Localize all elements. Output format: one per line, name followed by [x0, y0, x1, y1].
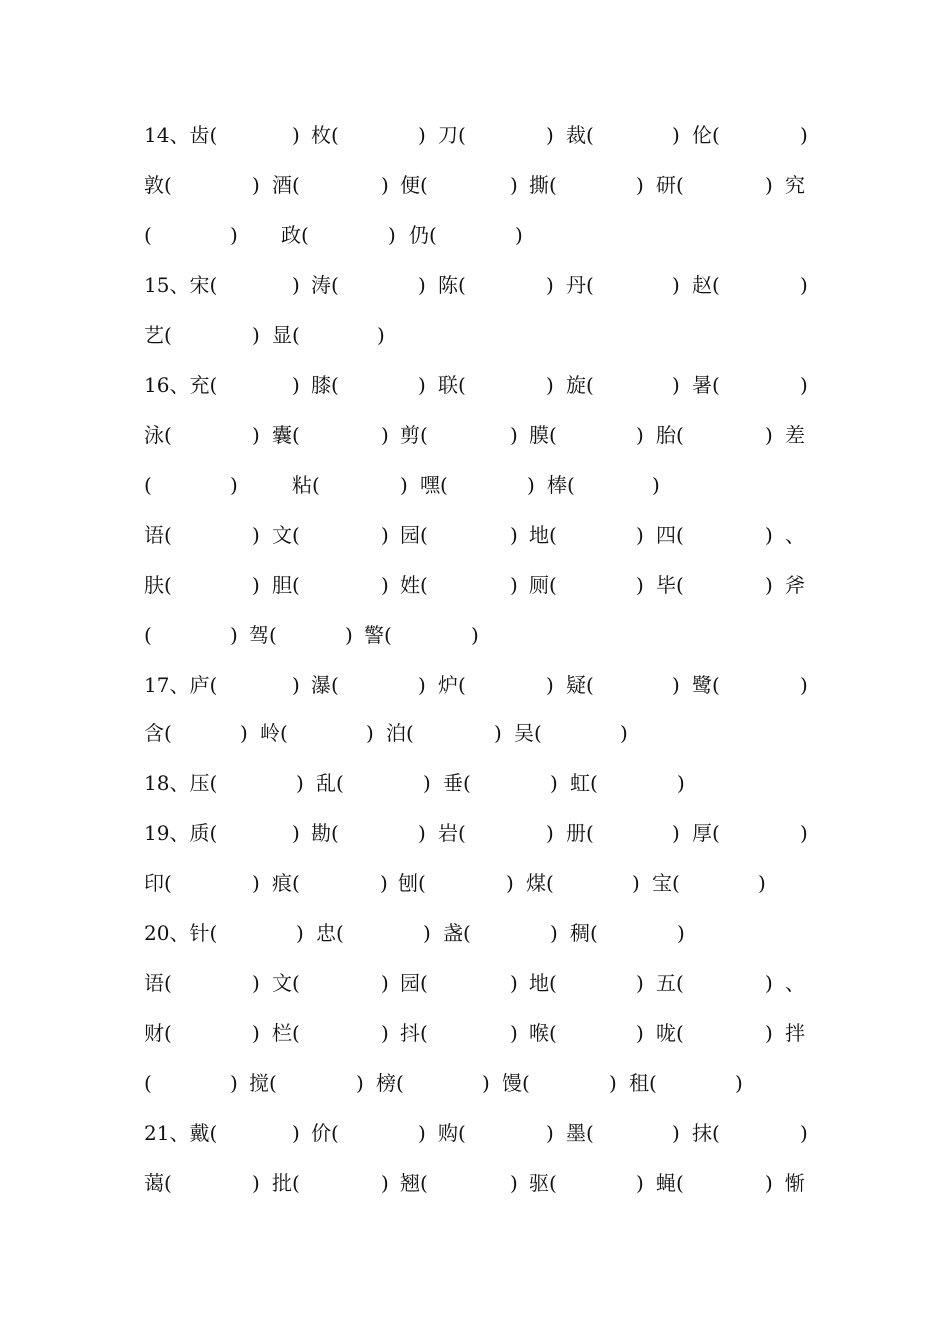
character-prompt: 岭( [260, 721, 288, 745]
answer-blank-close: ) [418, 123, 426, 147]
character-prompt: 枚( [311, 123, 339, 147]
answer-blank-close: ) [423, 921, 431, 945]
answer-blank-close: ) [377, 323, 385, 347]
character-prompt: 肤( [144, 573, 172, 597]
character-prompt: 炉( [438, 673, 466, 697]
answer-blank-close: ) [388, 223, 396, 247]
answer-blank-close: ) [765, 573, 773, 597]
exercise-line [0, 768, 950, 798]
character-prompt: 陈( [438, 273, 466, 297]
answer-blank-close: ) [252, 173, 260, 197]
answer-blank-close: ) [620, 721, 628, 745]
character-prompt: 文( [272, 971, 300, 995]
character-prompt: 印( [144, 871, 172, 895]
character-prompt: 差 [785, 423, 805, 447]
character-prompt: 五( [656, 971, 684, 995]
exercise-line [0, 220, 950, 250]
answer-blank-close: ) [510, 1021, 518, 1045]
answer-blank-close: ) [765, 1021, 773, 1045]
answer-blank-close: ) [510, 573, 518, 597]
character-prompt: 丹( [566, 273, 594, 297]
character-prompt: 姓( [400, 573, 428, 597]
exercise-line [0, 968, 950, 998]
character-prompt: 含( [144, 721, 172, 745]
character-prompt: 敦( [144, 173, 172, 197]
character-prompt: 语( [144, 523, 172, 547]
answer-blank-close: ) [292, 273, 300, 297]
answer-blank-close: ) [800, 373, 808, 397]
character-prompt: 榜( [376, 1071, 404, 1095]
character-prompt: ( [144, 473, 152, 497]
character-prompt: 园( [400, 971, 428, 995]
answer-blank-close: ) [510, 971, 518, 995]
exercise-line [0, 1118, 950, 1148]
answer-blank-close: ) [800, 273, 808, 297]
character-prompt: 垂( [443, 771, 471, 795]
character-prompt: 四( [656, 523, 684, 547]
answer-blank-close: ) [423, 771, 431, 795]
answer-blank-close: ) [252, 523, 260, 547]
character-prompt: 忠( [316, 921, 344, 945]
answer-blank-close: ) [636, 173, 644, 197]
answer-blank-close: ) [252, 871, 260, 895]
answer-blank-close: ) [510, 173, 518, 197]
character-prompt: 抹( [692, 1121, 720, 1145]
character-prompt: 岩( [438, 821, 466, 845]
answer-blank-close: ) [230, 623, 238, 647]
answer-blank-close: ) [672, 821, 680, 845]
answer-blank-close: ) [609, 1071, 617, 1095]
character-prompt: 警( [364, 623, 392, 647]
character-prompt: 痕( [272, 871, 300, 895]
character-prompt: 翘( [400, 1171, 428, 1195]
answer-blank-close: ) [546, 373, 554, 397]
character-prompt: 地( [529, 523, 557, 547]
character-prompt: 财( [144, 1021, 172, 1045]
character-prompt: 购( [438, 1121, 466, 1145]
character-prompt: 泳( [144, 423, 172, 447]
character-prompt: ( [144, 223, 152, 247]
answer-blank-close: ) [381, 971, 389, 995]
exercise-line [0, 420, 950, 450]
exercise-line [0, 918, 950, 948]
exercise-line [0, 868, 950, 898]
answer-blank-close: ) [356, 1071, 364, 1095]
answer-blank-close: ) [550, 921, 558, 945]
character-prompt: 酒( [272, 173, 300, 197]
character-prompt: 斧 [785, 573, 805, 597]
character-prompt: 墨( [566, 1121, 594, 1145]
exercise-line [0, 470, 950, 500]
answer-blank-close: ) [252, 1021, 260, 1045]
character-prompt: 喉( [529, 1021, 557, 1045]
character-prompt: 搅( [249, 1071, 277, 1095]
answer-blank-close: ) [380, 871, 388, 895]
character-prompt: 驱( [529, 1171, 557, 1195]
character-prompt: 裁( [566, 123, 594, 147]
answer-blank-close: ) [381, 573, 389, 597]
character-prompt: 18、压( [144, 771, 218, 795]
answer-blank-close: ) [677, 921, 685, 945]
character-prompt: 价( [311, 1121, 339, 1145]
answer-blank-close: ) [800, 821, 808, 845]
character-prompt: 疑( [566, 673, 594, 697]
character-prompt: 栏( [272, 1021, 300, 1045]
exercise-line [0, 520, 950, 550]
character-prompt: 仍( [409, 223, 437, 247]
character-prompt: 勘( [311, 821, 339, 845]
character-prompt: 语( [144, 971, 172, 995]
character-prompt: 16、充( [144, 373, 218, 397]
answer-blank-close: ) [636, 573, 644, 597]
answer-blank-close: ) [636, 523, 644, 547]
character-prompt: 21、戴( [144, 1121, 218, 1145]
character-prompt: 毕( [656, 573, 684, 597]
answer-blank-close: ) [381, 1021, 389, 1045]
character-prompt: 文( [272, 523, 300, 547]
character-prompt: 胎( [656, 423, 684, 447]
answer-blank-close: ) [252, 1171, 260, 1195]
character-prompt: 稠( [570, 921, 598, 945]
exercise-line [0, 1068, 950, 1098]
character-prompt: ( [144, 623, 152, 647]
exercise-line [0, 620, 950, 650]
character-prompt: 瀑( [311, 673, 339, 697]
answer-blank-close: ) [418, 1121, 426, 1145]
answer-blank-close: ) [292, 123, 300, 147]
character-prompt: 胆( [272, 573, 300, 597]
answer-blank-close: ) [765, 173, 773, 197]
answer-blank-close: ) [672, 673, 680, 697]
character-prompt: 惭 [785, 1171, 805, 1195]
answer-blank-close: ) [765, 971, 773, 995]
exercise-line [0, 1168, 950, 1198]
answer-blank-close: ) [735, 1071, 743, 1095]
answer-blank-close: ) [230, 1071, 238, 1095]
exercise-line [0, 270, 950, 300]
answer-blank-close: ) [400, 473, 408, 497]
answer-blank-close: ) [252, 971, 260, 995]
answer-blank-close: ) [550, 771, 558, 795]
answer-blank-close: ) [494, 721, 502, 745]
answer-blank-close: ) [345, 623, 353, 647]
answer-blank-close: ) [240, 721, 248, 745]
character-prompt: 蝇( [656, 1171, 684, 1195]
character-prompt: 19、质( [144, 821, 218, 845]
answer-blank-close: ) [252, 573, 260, 597]
answer-blank-close: ) [546, 673, 554, 697]
character-prompt: 泊( [386, 721, 414, 745]
answer-blank-close: ) [230, 223, 238, 247]
character-prompt: 虹( [570, 771, 598, 795]
character-prompt: 厕( [529, 573, 557, 597]
character-prompt: 便( [400, 173, 428, 197]
answer-blank-close: ) [506, 871, 514, 895]
character-prompt: 、 [785, 971, 805, 995]
character-prompt: 14、齿( [144, 123, 218, 147]
character-prompt: 15、宋( [144, 273, 218, 297]
character-prompt: 旋( [566, 373, 594, 397]
character-prompt: 20、针( [144, 921, 218, 945]
character-prompt: 拌 [785, 1021, 805, 1045]
character-prompt: 地( [529, 971, 557, 995]
character-prompt: 究 [785, 173, 805, 197]
answer-blank-close: ) [546, 273, 554, 297]
exercise-line [0, 320, 950, 350]
answer-blank-close: ) [546, 821, 554, 845]
exercise-line [0, 718, 950, 748]
character-prompt: 乱( [316, 771, 344, 795]
answer-blank-close: ) [672, 373, 680, 397]
answer-blank-close: ) [381, 423, 389, 447]
answer-blank-close: ) [418, 673, 426, 697]
character-prompt: 联( [438, 373, 466, 397]
character-prompt: 盏( [443, 921, 471, 945]
exercise-line [0, 1018, 950, 1048]
answer-blank-close: ) [292, 1121, 300, 1145]
character-prompt: 暑( [692, 373, 720, 397]
character-prompt: 驾( [249, 623, 277, 647]
character-prompt: 刀( [438, 123, 466, 147]
answer-blank-close: ) [527, 473, 535, 497]
answer-blank-close: ) [296, 771, 304, 795]
answer-blank-close: ) [418, 821, 426, 845]
answer-blank-close: ) [418, 373, 426, 397]
character-prompt: 、 [785, 523, 805, 547]
character-prompt: 囊( [272, 423, 300, 447]
answer-blank-close: ) [765, 1171, 773, 1195]
character-prompt: 研( [656, 173, 684, 197]
character-prompt: 煤( [526, 871, 554, 895]
answer-blank-close: ) [418, 273, 426, 297]
answer-blank-close: ) [292, 373, 300, 397]
character-prompt: 膜( [529, 423, 557, 447]
answer-blank-close: ) [252, 323, 260, 347]
answer-blank-close: ) [482, 1071, 490, 1095]
character-prompt: 册( [566, 821, 594, 845]
answer-blank-close: ) [292, 821, 300, 845]
answer-blank-close: ) [366, 721, 374, 745]
answer-blank-close: ) [765, 423, 773, 447]
exercise-line [0, 170, 950, 200]
character-prompt: 蔼( [144, 1171, 172, 1195]
character-prompt: 棒( [547, 473, 575, 497]
answer-blank-close: ) [510, 1171, 518, 1195]
answer-blank-close: ) [636, 1021, 644, 1045]
character-prompt: 剪( [400, 423, 428, 447]
answer-blank-close: ) [381, 173, 389, 197]
character-prompt: 粘( [292, 473, 320, 497]
answer-blank-close: ) [546, 123, 554, 147]
answer-blank-close: ) [672, 123, 680, 147]
answer-blank-close: ) [800, 1121, 808, 1145]
answer-blank-close: ) [636, 971, 644, 995]
answer-blank-close: ) [296, 921, 304, 945]
answer-blank-close: ) [252, 423, 260, 447]
character-prompt: 嘿( [420, 473, 448, 497]
answer-blank-close: ) [672, 273, 680, 297]
exercise-line [0, 120, 950, 150]
answer-blank-close: ) [677, 771, 685, 795]
answer-blank-close: ) [636, 1171, 644, 1195]
character-prompt: 艺( [144, 323, 172, 347]
exercise-line [0, 670, 950, 700]
character-prompt: 咙( [656, 1021, 684, 1045]
character-prompt: 刨( [398, 871, 426, 895]
answer-blank-close: ) [381, 1171, 389, 1195]
answer-blank-close: ) [800, 123, 808, 147]
answer-blank-close: ) [672, 1121, 680, 1145]
exercise-line [0, 370, 950, 400]
answer-blank-close: ) [546, 1121, 554, 1145]
character-prompt: 厚( [692, 821, 720, 845]
character-prompt: 政( [281, 223, 309, 247]
character-prompt: 馒( [502, 1071, 530, 1095]
answer-blank-close: ) [510, 523, 518, 547]
character-prompt: 涛( [311, 273, 339, 297]
answer-blank-close: ) [636, 423, 644, 447]
answer-blank-close: ) [515, 223, 523, 247]
character-prompt: 伦( [692, 123, 720, 147]
character-prompt: 宝( [652, 871, 680, 895]
character-prompt: 批( [272, 1171, 300, 1195]
answer-blank-close: ) [758, 871, 766, 895]
answer-blank-close: ) [381, 523, 389, 547]
character-prompt: 显( [272, 323, 300, 347]
answer-blank-close: ) [652, 473, 660, 497]
character-prompt: ( [144, 1071, 152, 1095]
answer-blank-close: ) [510, 423, 518, 447]
answer-blank-close: ) [632, 871, 640, 895]
answer-blank-close: ) [292, 673, 300, 697]
answer-blank-close: ) [765, 523, 773, 547]
exercise-line [0, 570, 950, 600]
answer-blank-close: ) [800, 673, 808, 697]
character-prompt: 园( [400, 523, 428, 547]
character-prompt: 撕( [529, 173, 557, 197]
character-prompt: 赵( [692, 273, 720, 297]
character-prompt: 17、庐( [144, 673, 218, 697]
character-prompt: 鹭( [692, 673, 720, 697]
character-prompt: 抖( [400, 1021, 428, 1045]
character-prompt: 租( [629, 1071, 657, 1095]
exercise-line [0, 818, 950, 848]
answer-blank-close: ) [471, 623, 479, 647]
character-prompt: 膝( [311, 373, 339, 397]
answer-blank-close: ) [230, 473, 238, 497]
character-prompt: 吴( [514, 721, 542, 745]
